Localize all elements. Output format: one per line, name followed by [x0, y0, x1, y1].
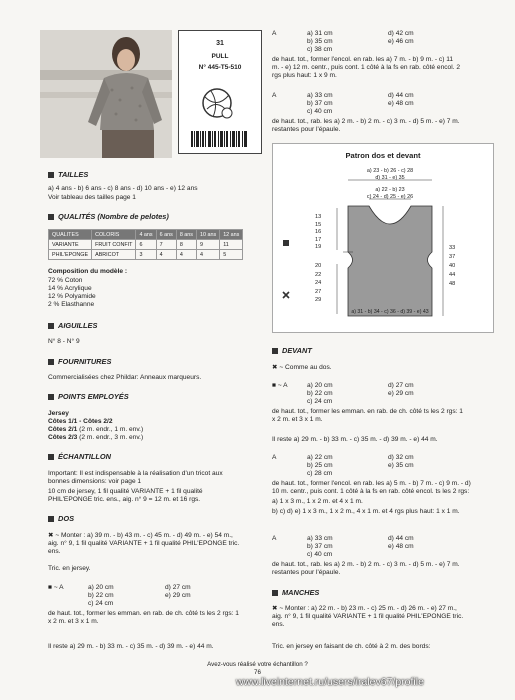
table-cell: FRUIT CONFIT	[92, 240, 136, 250]
measure: a) 31 cm	[307, 30, 333, 37]
section-devant	[272, 346, 312, 355]
measure: b) 25 cm	[307, 462, 333, 470]
composition-title: Composition du modèle :	[48, 268, 128, 275]
dim-label: 19	[315, 244, 322, 251]
header-cell: 8 ans	[176, 230, 196, 240]
section-points	[48, 392, 129, 401]
dim-label: 15	[315, 221, 322, 228]
dim-label: 16	[315, 229, 322, 236]
manches-line: aig. n° 9, 1 fil qualité VARIANTE + 1 fil qualité PHIL'EPONGE tric.	[272, 613, 464, 620]
measure: e) 29 cm	[165, 592, 191, 600]
table-cell: 5	[220, 250, 243, 260]
pattern-number: 31	[216, 40, 224, 47]
measure: c) 28 cm	[307, 470, 333, 478]
dos-reste: Il reste a) 29 m. - b) 33 m. - c) 35 m. - d) 39 m. - e) 44 m.	[48, 643, 214, 650]
dim-label: 22	[315, 271, 322, 278]
composition-item: 12 % Polyamide	[48, 293, 96, 300]
right-p2: de haut. tot., rab. les a) 2 m. - b) 2 m. - c) 3 m. - d) 5 m. - e) 7 m.	[272, 118, 460, 125]
table-cell: 6	[136, 240, 156, 250]
tailles-line1: a) 4 ans - b) 6 ans - c) 8 ans - d) 10 ans - e) 12 ans	[48, 185, 198, 192]
measure: d) 44 cm	[388, 92, 414, 99]
devant-p2: b) c) d) e) 1 x 3 m., 1 x 2 m., 4 x 1 m. et 4 rgs plus haut: 1 x 1 m.	[272, 508, 460, 515]
echantillon-line: bonnes dimensions: voir page 1	[48, 478, 142, 485]
header-cell: 10 ans	[197, 230, 220, 240]
dim-label: 40	[449, 263, 456, 269]
table-cell: 7	[156, 240, 176, 250]
dim-label: d) 31 - e) 35	[375, 174, 405, 181]
echantillon-line: 10 cm de jersey, 1 fil qualité VARIANTE + 1 fil qualité	[48, 488, 203, 495]
dos-line: ens.	[48, 548, 61, 555]
point-desc: (2 m. endr., 3 m. env.)	[79, 434, 144, 441]
measure: a) 22 cm	[307, 454, 333, 461]
manches-line: ✖ ~ Monter : a) 22 m. - b) 23 m. - c) 25 m. - d) 26 m. - e) 27 m.,	[272, 605, 457, 612]
measure: a) 20 cm	[307, 382, 333, 389]
table-cell: 4	[197, 250, 220, 260]
devant-reste: Il reste a) 29 m. - b) 33 m. - c) 35 m. - d) 39 m. - e) 44 m.	[272, 436, 438, 443]
devant-a1-left	[307, 382, 333, 407]
yarn-ball-icon	[197, 83, 237, 123]
right-a-right	[388, 30, 414, 46]
composition-item: 14 % Acrylique	[48, 285, 92, 292]
devant-a3-label: A	[272, 535, 277, 542]
dim-label: 13	[315, 214, 322, 220]
fournitures-heading: FOURNITURES	[58, 357, 112, 366]
footer-question: Avez-vous réalisé votre échantillon ?	[207, 661, 308, 668]
devant-heading: DEVANT	[282, 346, 312, 355]
devant-a1-label: ■ ~ A	[272, 382, 288, 389]
dim-label: c) 24 - d) 25 - e) 26	[366, 193, 414, 200]
right-p1: rgs plus haut: 1 x 9 m.	[272, 72, 337, 79]
diagram-bottom: a) 31 - b) 34 - c) 36 - d) 39 - e) 43	[351, 309, 429, 315]
diagram-right	[449, 244, 455, 289]
measure: e) 35 cm	[388, 462, 414, 470]
measure: a) 33 cm	[307, 92, 333, 99]
measure: b) 35 cm	[307, 38, 333, 46]
table-cell: 8	[176, 240, 196, 250]
barcode	[191, 131, 249, 147]
devant-p2: a) 1 x 3 m., 1 x 2 m. et 4 x 1 m.	[272, 498, 363, 505]
table-cell: VARIANTE	[49, 240, 92, 250]
devant-p3: restantes pour l'épaule.	[272, 569, 341, 576]
square-bullet-icon	[48, 516, 54, 522]
devant-p1: x 2 m. et 3 x 1 m.	[272, 416, 323, 423]
table-cell: 11	[220, 240, 243, 250]
devant-a2-left	[307, 454, 333, 479]
devant-p3: de haut. tot., rab. les a) 2 m. - b) 2 m. - c) 3 m. - d) 5 m. - e) 7 m.	[272, 561, 460, 568]
square-bullet-icon	[48, 323, 54, 329]
dim-label: 24	[315, 280, 322, 287]
measure: a) 20 cm	[88, 584, 114, 591]
table-row	[49, 250, 243, 260]
echantillon-line: Important: Il est indispensable à la réalisation d'un tricot aux	[48, 470, 223, 477]
point-label: Côtes 2/1	[48, 426, 78, 433]
diagram-top2	[343, 187, 437, 201]
point-desc: (2 m. endr., 1 m. env.)	[79, 426, 144, 433]
table-cell: 4	[156, 250, 176, 260]
right-a2-right	[388, 92, 414, 108]
diagram-left-top	[315, 214, 321, 252]
square-bullet-icon	[48, 214, 54, 220]
right-a-left	[307, 30, 333, 55]
echantillon-heading: ÉCHANTILLON	[58, 452, 111, 461]
table-header-row	[49, 230, 243, 240]
pattern-tag	[178, 30, 262, 154]
dos-after: de haut. tot., former les emman. en rab. de ch. côté ts les 2 rgs: 1	[48, 610, 239, 617]
measure: b) 37 cm	[307, 543, 333, 551]
point-cotes-23	[48, 434, 143, 442]
measure: c) 40 cm	[307, 551, 333, 559]
measure: e) 29 cm	[388, 390, 414, 398]
square-bullet-icon	[48, 394, 54, 400]
section-fournitures	[48, 357, 111, 366]
devant-p2: de haut. tot., former l'encol. en rab. les a) 5 m. - b) 7 m. - c) 9 m. - d)	[272, 480, 471, 487]
measure: c) 40 cm	[307, 108, 333, 116]
dos-a-left	[88, 584, 114, 609]
table-cell: 4	[176, 250, 196, 260]
section-aiguilles	[48, 321, 97, 330]
section-dos	[48, 514, 74, 523]
dim-label: 17	[315, 236, 322, 243]
devant-a2-right	[388, 454, 414, 470]
manches-line: ens.	[272, 621, 285, 628]
measure: c) 24 cm	[88, 600, 114, 608]
pattern-name: PULL	[211, 53, 229, 60]
dos-a-right	[165, 584, 191, 600]
dos-a-label: ■ ~ A	[48, 584, 64, 591]
watermark-url: www.liveinternet.ru/users/iralev67/profile	[236, 676, 424, 688]
composition-item: 72 % Coton	[48, 277, 83, 284]
dim-label: a) 22 - b) 23	[375, 187, 405, 193]
table-cell: 3	[136, 250, 156, 260]
right-p1: m. - e) 12 m. centr., puis cont. 1 côté à la fs en rab. côté encol. 2	[272, 64, 461, 71]
right-a2-left	[307, 92, 333, 117]
devant-a3-left	[307, 535, 333, 560]
square-bullet-icon	[48, 359, 54, 365]
quantities-table	[48, 229, 243, 260]
dos-line: ✖ ~ Monter : a) 39 m. - b) 43 m. - c) 45 m. - d) 49 m. - e) 54 m.,	[48, 532, 233, 539]
dim-label: 20	[315, 263, 322, 269]
table-cell: ABRICOT	[92, 250, 136, 260]
pattern-diagram	[272, 143, 494, 333]
measure: e) 46 cm	[388, 38, 414, 46]
qualites-heading: QUALITÉS (Nombre de pelotes)	[58, 212, 169, 221]
measure: b) 37 cm	[307, 100, 333, 108]
diagram-left-bottom	[315, 262, 321, 305]
point-label: Côtes 2/3	[48, 434, 78, 441]
manches-line: Tric. en jersey en faisant de ch. côté à 2 m. des bords:	[272, 643, 431, 650]
table-cell: 9	[197, 240, 220, 250]
dim-label: a) 23 - b) 26 - c) 28	[366, 168, 414, 174]
section-qualites	[48, 212, 169, 221]
dim-label: 37	[449, 254, 456, 260]
measure: b) 22 cm	[88, 592, 114, 600]
point-cotes-11-22: Côtes 1/1 - Côtes 2/2	[48, 418, 113, 425]
diagram-title: Patron dos et devant	[345, 151, 421, 160]
section-manches	[272, 588, 319, 597]
dos-after: x 2 m. et 3 x 1 m.	[48, 618, 99, 625]
measure: e) 48 cm	[388, 100, 414, 108]
square-bullet-icon	[48, 454, 54, 460]
square-bullet-icon	[272, 590, 278, 596]
aiguilles-text: N° 8 - N° 9	[48, 338, 80, 345]
dim-label: 48	[449, 281, 456, 287]
measure: b) 22 cm	[307, 390, 333, 398]
devant-p1: de haut. tot., former les emman. en rab. de ch. côté ts les 2 rgs: 1	[272, 408, 463, 415]
measure: a) 33 cm	[307, 535, 333, 542]
dos-tric: Tric. en jersey.	[48, 565, 91, 572]
header-cell: 4 ans	[136, 230, 156, 240]
pattern-ref: N° 445-T5-510	[198, 64, 242, 71]
dim-label: 44	[449, 272, 456, 278]
table-cell: PHIL'EPONGE	[49, 250, 92, 260]
diagram-top1	[343, 168, 437, 182]
dos-heading: DOS	[58, 514, 75, 523]
point-jersey: Jersey	[48, 410, 69, 417]
tailles-line2: Voir tableau des tailles page 1	[48, 194, 136, 201]
measure: d) 42 cm	[388, 30, 414, 37]
right-a2-label: A	[272, 92, 277, 99]
header-cell: 12 ans	[220, 230, 243, 240]
header-cell: 6 ans	[156, 230, 176, 240]
table-row	[49, 240, 243, 250]
devant-p2: 10 m. centr., puis cont. 1 côté à la fs en rab. côté encol. ts les 2 rgs:	[272, 488, 470, 495]
devant-a3-right	[388, 535, 414, 551]
measure: e) 48 cm	[388, 543, 414, 551]
measure: c) 38 cm	[307, 46, 333, 54]
dim-label: 29	[315, 297, 322, 304]
section-echantillon	[48, 452, 111, 461]
measure: d) 32 cm	[388, 454, 414, 461]
point-cotes-21	[48, 426, 143, 434]
measure: d) 27 cm	[388, 382, 414, 389]
right-p1: de haut. tot., former l'encol. en rab. les a) 7 m. - b) 9 m. - c) 11	[272, 56, 454, 63]
measure: d) 44 cm	[388, 535, 414, 542]
dim-label: 33	[449, 245, 456, 251]
devant-comme: ✖ ~ Comme au dos.	[272, 364, 332, 371]
measure: d) 27 cm	[165, 584, 191, 591]
header-cell: COLORIS	[92, 230, 136, 240]
aiguilles-heading: AIGUILLES	[58, 321, 98, 330]
points-heading: POINTS EMPLOYÉS	[58, 392, 129, 401]
right-a-label: A	[272, 30, 277, 37]
echantillon-line: PHIL'EPONGE tric. ens., aig. n° 9 = 12 m. et 16 rgs.	[48, 496, 201, 503]
tailles-heading: TAILLES	[58, 170, 89, 179]
composition-item: 2 % Elasthanne	[48, 301, 95, 308]
child-sweater-illustration	[40, 30, 172, 158]
square-bullet-icon	[48, 172, 54, 178]
manches-heading: MANCHES	[282, 588, 320, 597]
measure: c) 24 cm	[307, 398, 333, 406]
dos-line: aig. n° 9, 1 fil qualité VARIANTE + 1 fil qualité PHIL'EPONGE tric.	[48, 540, 240, 547]
dim-label: 27	[315, 288, 322, 295]
section-tailles	[48, 170, 88, 179]
devant-a1-right	[388, 382, 414, 398]
devant-a2-label: A	[272, 454, 277, 461]
header-cell: QUALITES	[49, 230, 92, 240]
model-photo	[40, 30, 172, 158]
right-p2: restantes pour l'épaule.	[272, 126, 341, 133]
fournitures-text: Commercialisées chez Phildar: Anneaux marqueurs.	[48, 374, 202, 381]
page-number: 76	[254, 669, 261, 676]
square-bullet-icon	[272, 348, 278, 354]
